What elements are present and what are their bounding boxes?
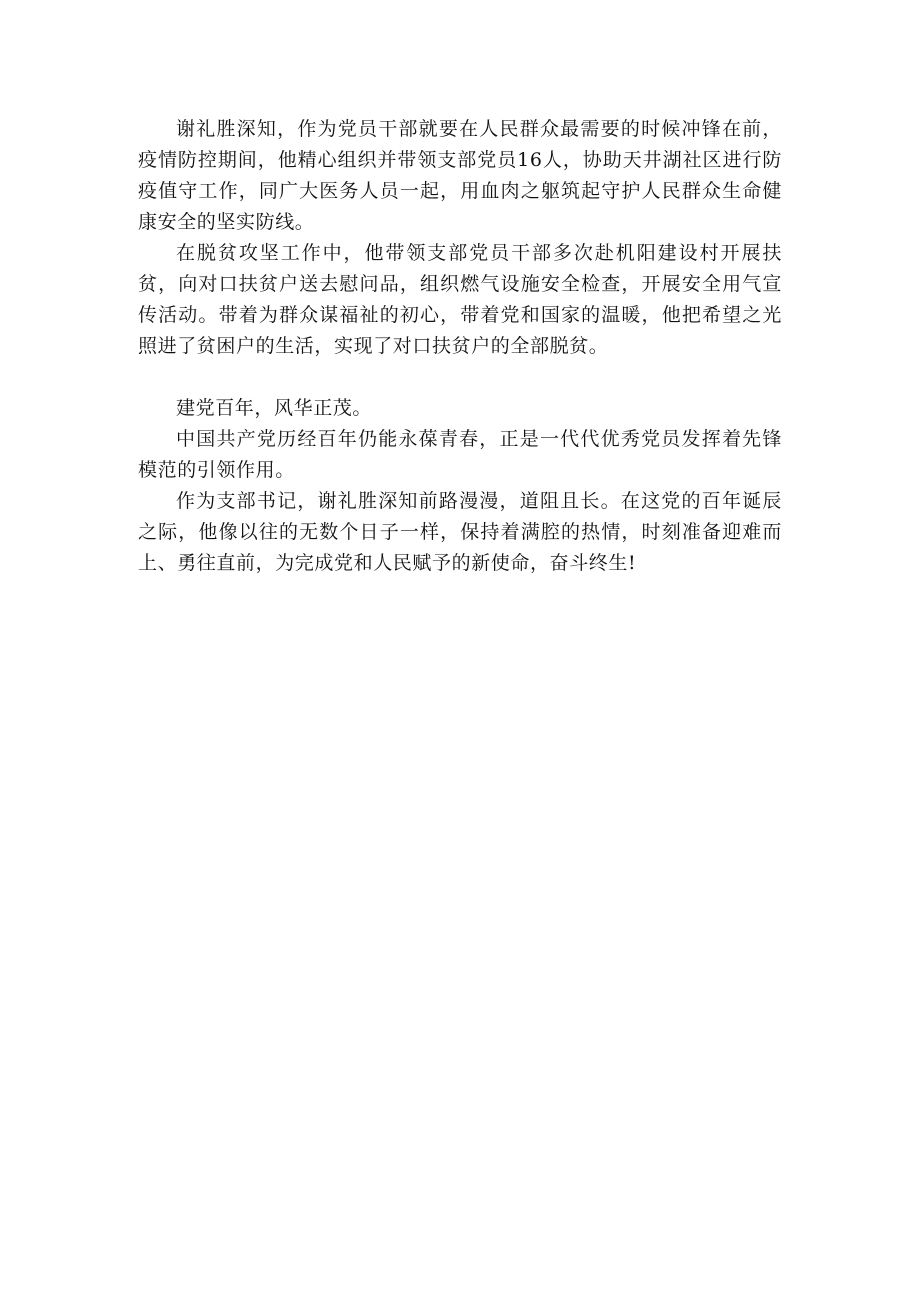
paragraph-epidemic-duty: 谢礼胜深知，作为党员干部就要在人民群众最需要的时候冲锋在前，疫情防控期间，他精心组织并带领支部党员16人，协助天井湖社区进行防疫值守工作，同广大医务人员一起，用血肉之躯筑起守护人民群众生命健康安全的坚实防线。 (138, 118, 782, 233)
paragraph-centenary: 建党百年，风华正茂。 (176, 397, 373, 419)
document-body (138, 114, 782, 579)
paragraph-branch-secretary: 作为支部书记，谢礼胜深知前路漫漫，道阻且长。在这党的百年诞辰之际，他像以往的无数个日子一样，保持着满腔的热情，时刻准备迎难而上、勇往直前，为完成党和人民赋予的新使命，奋斗终生! (138, 490, 782, 574)
paragraph-party-youth: 中国共产党历经百年仍能永葆青春，正是一代代优秀党员发挥着先锋模范的引领作用。 (138, 428, 782, 481)
paragraph-poverty-alleviation: 在脱贫攻坚工作中，他带领支部党员干部多次赴机阳建设村开展扶贫，向对口扶贫户送去慰问品，组织燃气设施安全检查，开展安全用气宣传活动。带着为群众谋福祉的初心，带着党和国家的温暖，他把希望之光照进了贫困户的生活，实现了对口扶贫户的全部脱贫。 (138, 242, 782, 357)
paragraph-gap (138, 362, 782, 393)
